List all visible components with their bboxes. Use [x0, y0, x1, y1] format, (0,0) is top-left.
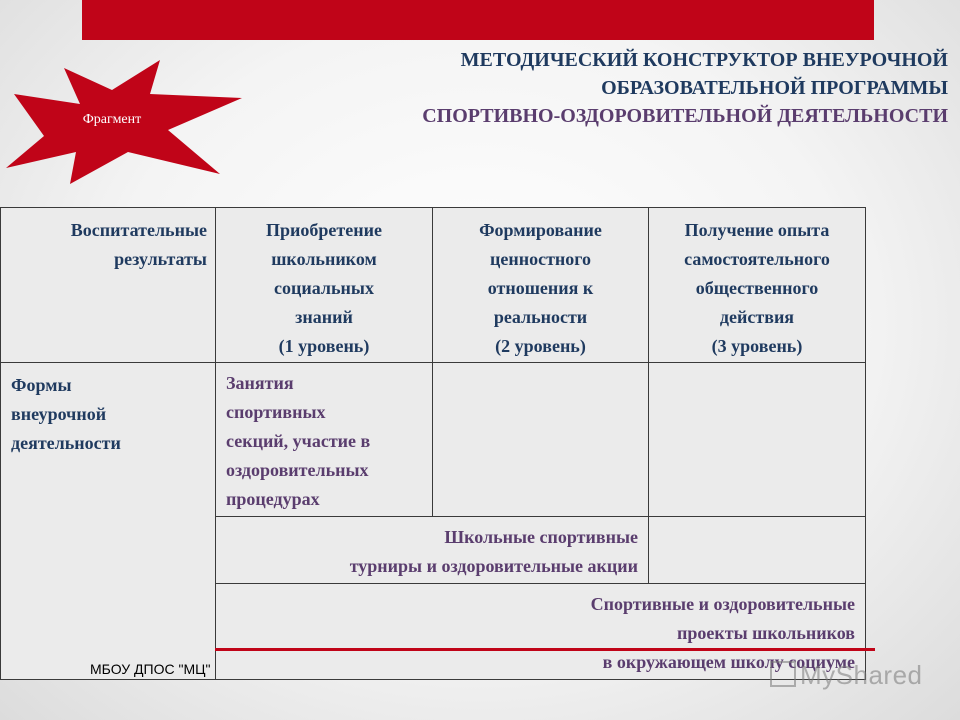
- fragment-badge-label: Фрагмент: [82, 112, 142, 127]
- bottom-accent-line: [215, 648, 875, 651]
- title-line-1: МЕТОДИЧЕСКИЙ КОНСТРУКТОР ВНЕУРОЧНОЙ: [460, 49, 948, 71]
- empty-cell: [649, 363, 866, 517]
- row-label-forms: Формы внеурочной деятельности: [1, 363, 216, 680]
- header-cell-results: Воспитательные результаты: [1, 208, 216, 363]
- header-cell-level-3: Получение опыта самостоятельного общественного действия (3 уровень): [649, 208, 866, 363]
- header-cell-level-2: Формирование ценностного отношения к реальности (2 уровень): [433, 208, 649, 363]
- footer-org: МБОУ ДПОС "МЦ": [90, 661, 211, 677]
- title-line-3: СПОРТИВНО-ОЗДОРОВИТЕЛЬНОЙ ДЕЯТЕЛЬНОСТИ: [422, 105, 948, 127]
- watermark: [770, 660, 923, 691]
- header-cell-level-1: Приобретение школьником социальных знаний (1 уровень): [216, 208, 433, 363]
- table-row-level-1: [1, 363, 866, 517]
- cell-level-1-forms: Занятия спортивных секций, участие в оздоровительных процедурах: [216, 363, 433, 517]
- top-accent-bar: [82, 0, 874, 40]
- cell-level-3-forms: Спортивные и оздоровительные проекты школьников в окружающем школу социуме: [216, 584, 866, 680]
- watermark-text: MyShared: [800, 660, 923, 690]
- cell-level-2-forms: Школьные спортивные турниры и оздоровительные акции: [216, 517, 649, 584]
- slide-title: [328, 46, 948, 130]
- table-header-row: [1, 208, 866, 363]
- empty-cell: [433, 363, 649, 517]
- constructor-table: [0, 207, 866, 680]
- title-line-2: ОБРАЗОВАТЕЛЬНОЙ ПРОГРАММЫ: [601, 77, 948, 99]
- empty-cell: [649, 517, 866, 584]
- watermark-logo-icon: [770, 661, 796, 687]
